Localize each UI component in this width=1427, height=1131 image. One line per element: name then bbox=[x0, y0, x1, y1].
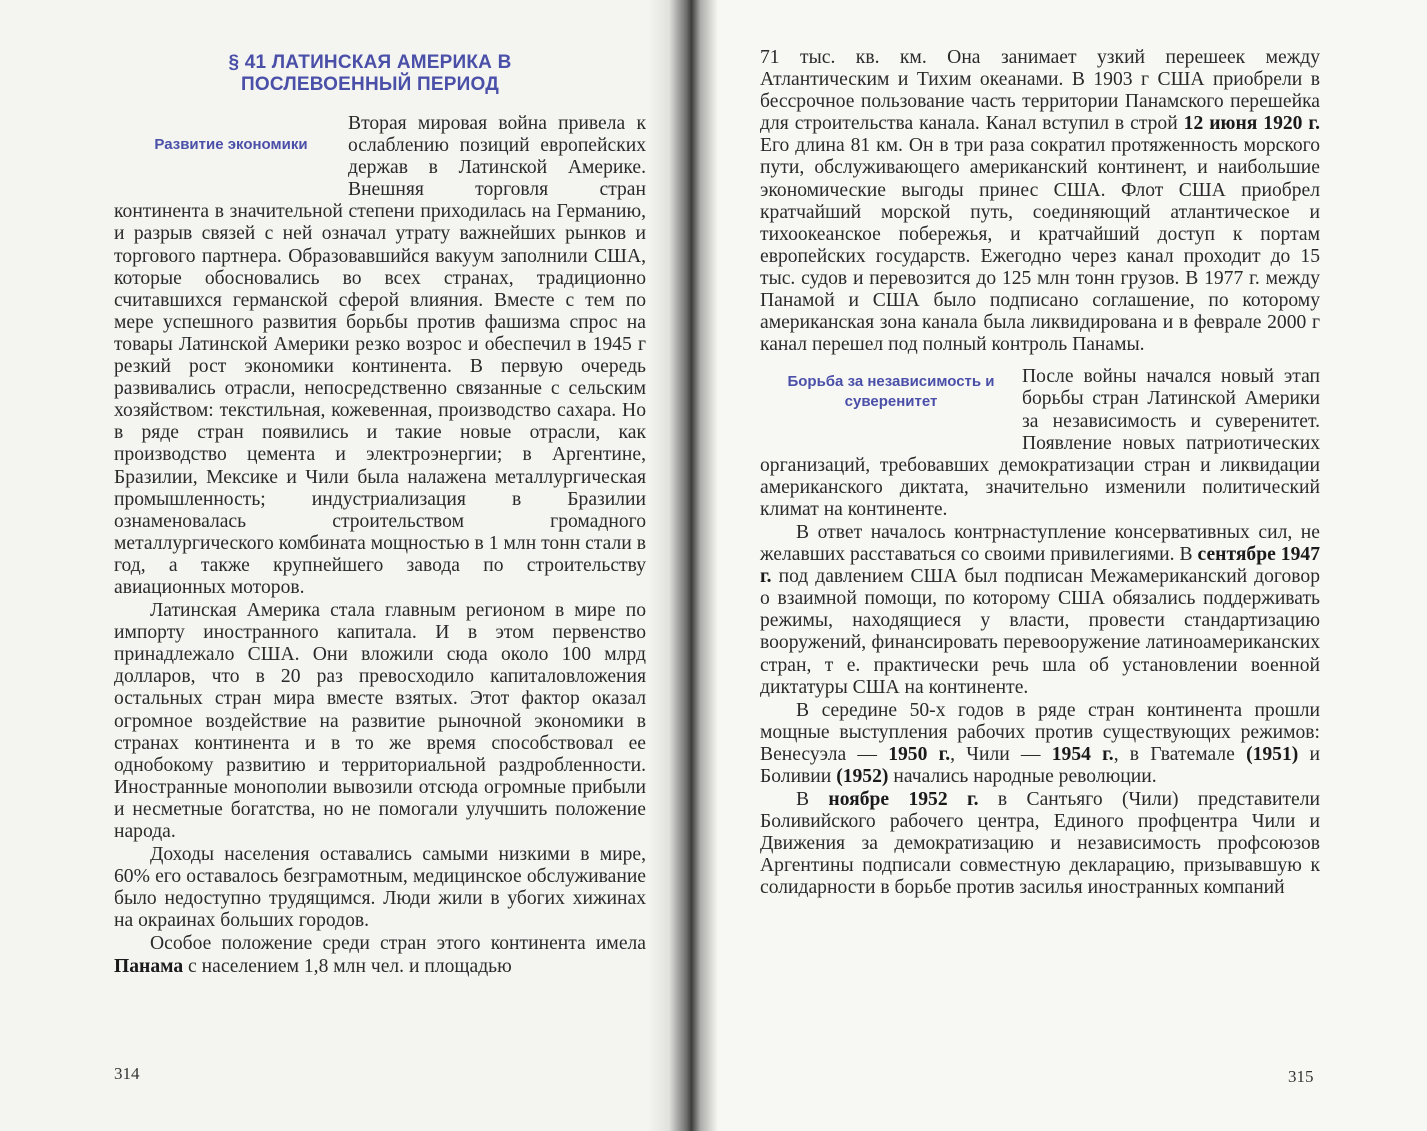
left-text-column bbox=[114, 113, 646, 978]
page-number-left: 314 bbox=[114, 1064, 140, 1083]
bold-date: сентябре 1947 г. bbox=[760, 544, 1320, 588]
right-text-column bbox=[760, 47, 1320, 900]
sidenote-economy: Развитие экономики bbox=[154, 136, 308, 153]
paragraph bbox=[760, 522, 1320, 699]
bold-date: 1954 г. bbox=[1051, 743, 1114, 765]
section-heading: § 41 ЛАТИНСКАЯ АМЕРИКА В ПОСЛЕВОЕННЫЙ ПЕРИОД bbox=[228, 52, 512, 95]
paragraph bbox=[114, 113, 646, 599]
page-number-right: 315 bbox=[1288, 1067, 1314, 1086]
paragraph: Латинская Америка стала главным регионом в мире по импорту иностранного капитала. И в этом первенство принадлежало США. Они вложили сюда около 100 млрд долларов, что в 20 раз превосходило капиталовложения остальных стран мира вместе взятых. Этот фактор оказал огромное воздействие на развитие рыночной экономики в странах континента и в то же время способствовал ее однобокому развитию и территориальной раздробленности. Иностранные монополии вывозили отсюда огромные прибыли и несметные богатства, но не помогали улучшить положение народа. bbox=[114, 600, 646, 842]
paragraph bbox=[760, 700, 1320, 788]
bold-date: (1951) bbox=[1246, 743, 1299, 765]
bold-date: ноябре 1952 г. bbox=[828, 789, 979, 811]
paragraph bbox=[760, 47, 1320, 356]
text-run: 71 тыс. кв. км. Она занимает узкий перешеек между Атлантическим и Тихим океанами. В 1903 г США приобрели в бессрочное пользование часть территории Панамского перешейка для строительства канала. Канал вступил в строй bbox=[760, 47, 1320, 135]
bold-date: 12 июня 1920 г. bbox=[1183, 113, 1320, 135]
text-run: Особое положение среди стран этого континента имела bbox=[150, 933, 646, 955]
paragraph-lead: Вторая мировая война привела к ослаблению позиций европейских держав в Латинской Америке. bbox=[348, 113, 646, 179]
text-run: и Боливии bbox=[760, 743, 1320, 787]
text-run: в Сантьяго (Чили) представители Боливийского рабочего центра, Единого профцентра Чили и Движения за демократизацию и независимость профсоюзов Аргентины подписали совместную декларацию, призывавшую к солидарности в борьбе против засилья иностранных компаний bbox=[760, 789, 1321, 899]
paragraph bbox=[760, 366, 1320, 521]
left-page bbox=[0, 0, 690, 1131]
book-gutter-shadow bbox=[648, 0, 718, 1131]
sidenote-struggle: Борьба за независимость и суверенитет bbox=[787, 373, 995, 411]
paragraph-text: После войны начался новый этап борьбы стран Латинской Америки за независимость и суверенитет. Появление новых патриотических организаций, требовавших демократизации стран и ликвидации американского диктата, значительно изменили политический климат на континенте. bbox=[760, 366, 1320, 520]
text-run: , в Гватемале bbox=[1113, 743, 1247, 765]
text-run: с населением 1,8 млн чел. и площадью bbox=[183, 955, 512, 977]
text-run: под давлением США был подписан Межамериканский договор о взаимной помощи, по которому США обязались поддерживать режимы, находящиеся у власти, провести стандартизацию вооружений, финансировать перевооружение латиноамериканских стран, т е. практически речь шла об установлении военной диктатуры США на континенте. bbox=[760, 566, 1320, 698]
bold-date: 1950 г. bbox=[888, 743, 951, 765]
text-run: Его длина 81 км. Он в три раза сократил протяженность морского пути, обслуживающего американский континент, и наибольшие экономические выгоды принес США. Флот США приобрел кратчайший морской путь, соединяющий атлантическое и тихоокеанское побережья, и кратчайший доступ к портам европейских государств. Ежегодно через канал проходит до 15 тыс. судов и перевозится до 125 млн тонн грузов. В 1977 г. между Панамой и США было подписано соглашение, по которому американская зона канала была ликвидирована и в феврале 2000 г канал перешел под полный контроль Панамы. bbox=[760, 135, 1320, 356]
text-run: начались народные революции. bbox=[888, 766, 1157, 787]
paragraph bbox=[114, 933, 646, 977]
bold-term: Панама bbox=[114, 955, 184, 977]
paragraph-text: Внешняя торговля стран континента в значительной степени приходилась на Германию, и разрыв связей с ней означал утрату важнейших рынков и торгового партнера. Образовавшийся вакуум заполнили США, которые обосновались во всех странах, традиционно считавшихся германской сферой влияния. Вместе с тем по мере успешного развития борьбы против фашизма спрос на товары Латинской Америки резко возрос и обеспечил в 1945 г резкий рост экономики континента. В первую очередь развивались отрасли, непосредственно связанные с сельским хозяйством: текстильная, кожевенная, производство сахара. Но в ряде стран появились и такие новые отрасли, как производство цемента и электроэнергии; в Аргентине, Бразилии, Мексике и Чили была налажена металлургическая промышленность; индустриализация в Бразилии ознаменовалась строительством громадного металлургического комбината мощностью в 1 млн тонн стали в год, а также крупнейшего завода по строительству авиационных моторов. bbox=[114, 179, 646, 598]
bold-date: (1952) bbox=[836, 766, 889, 787]
right-page bbox=[700, 0, 1427, 1131]
paragraph bbox=[760, 789, 1320, 899]
text-run: В середине 50-х годов в ряде стран континента прошли мощные выступления рабочих против существующих режимов: Венесуэла — bbox=[760, 699, 1320, 765]
text-run: В ответ началось контрнаступление консервативных сил, не желавших расставаться со своими привилегиями. В bbox=[760, 521, 1320, 566]
text-run: , Чили — bbox=[950, 743, 1052, 765]
paragraph: Доходы населения оставались самыми низкими в мире, 60% его оставалось безграмотным, медицинское обслуживание было недоступно трудящимся. Люди жили в убогих хижинах на окраинах больших городов. bbox=[114, 844, 646, 932]
text-run: В bbox=[796, 789, 829, 811]
